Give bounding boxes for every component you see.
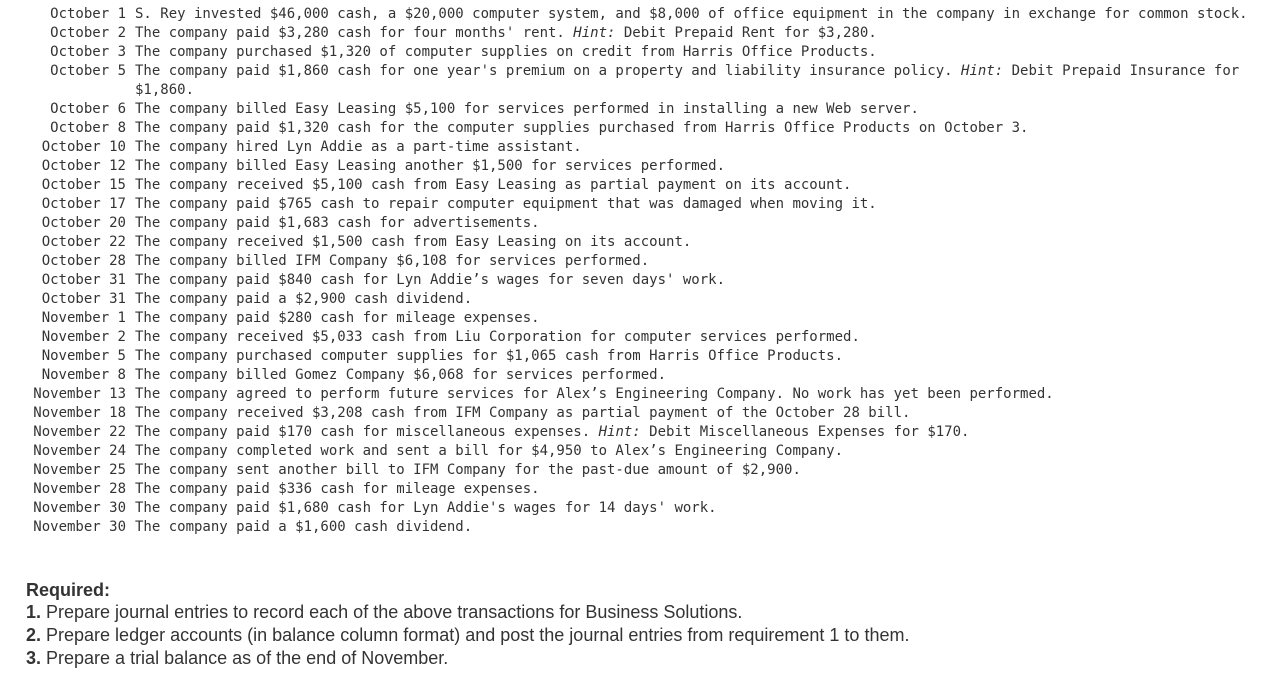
transaction-description [135,518,1266,537]
description-text: The company completed work and sent a bill for $4,950 to Alex’s Engineering Company. [135,443,844,459]
transaction-description [135,176,1266,195]
transaction-date: November 5 [41,348,126,364]
transaction-row [26,480,1266,499]
transaction-row [26,214,1266,233]
description-text: Debit Prepaid Insurance for $1,860. [135,63,1240,98]
description-text: The company paid $1,320 cash for the computer supplies purchased from Harris Office Products on October 3. [135,120,1029,136]
requirement-text: Prepare ledger accounts (in balance column format) and post the journal entries from requirement 1 to them. [41,625,910,645]
transaction-description [135,5,1266,24]
description-text: The company received $5,100 cash from Easy Leasing as partial payment on its account. [135,177,852,193]
transaction-description [135,214,1266,233]
transaction-date: November 24 [33,443,126,459]
description-text: S. Rey invested $46,000 cash, a $20,000 computer system, and $8,000 of office equipment in the company in exchange for common stock. [135,6,1248,22]
transaction-date: November 2 [41,329,126,345]
transaction-date: October 20 [41,215,126,231]
transaction-row [26,119,1266,138]
transaction-date: October 1 [50,6,126,22]
hint-label: Hint: [573,25,616,41]
description-text: The company paid $840 cash for Lyn Addie’s wages for seven days' work. [135,272,726,288]
description-text: The company paid $765 cash to repair computer equipment that was damaged when moving it. [135,196,877,212]
transaction-date: October 31 [41,272,126,288]
requirement-3 [26,647,1226,670]
transaction-description [135,290,1266,309]
requirement-text: Prepare journal entries to record each of the above transactions for Business Solutions. [41,602,743,622]
transaction-date: November 30 [33,519,126,535]
description-text: Debit Miscellaneous Expenses for $170. [640,424,970,440]
transaction-description [135,252,1266,271]
required-title: Required: [26,580,111,600]
transaction-row [26,43,1266,62]
transaction-date: October 15 [41,177,126,193]
description-text: The company received $5,033 cash from Liu Corporation for computer services performed. [135,329,860,345]
transaction-description [135,366,1266,385]
transaction-description [135,43,1266,62]
transaction-date: November 1 [41,310,126,326]
description-text: The company billed Easy Leasing another $1,500 for services performed. [135,158,726,174]
transaction-date: November 30 [33,500,126,516]
description-text: The company paid a $2,900 cash dividend. [135,291,473,307]
transaction-date: November 13 [33,386,126,402]
description-text: The company paid $1,683 cash for advertisements. [135,215,540,231]
transaction-description [135,461,1266,480]
transaction-description [135,62,1266,100]
transaction-date: October 12 [41,158,126,174]
transaction-description [135,480,1266,499]
description-text: The company billed IFM Company $6,108 for services performed. [135,253,650,269]
transaction-description [135,385,1266,404]
transaction-row [26,157,1266,176]
transaction-description [135,119,1266,138]
description-text: Debit Prepaid Rent for $3,280. [615,25,877,41]
transaction-description [135,138,1266,157]
requirement-number: 3. [26,648,42,668]
transaction-description [135,309,1266,328]
hint-label: Hint: [961,63,1004,79]
transaction-date: October 8 [50,120,126,136]
transaction-description [135,404,1266,423]
transaction-date: November 28 [33,481,126,497]
description-text: The company hired Lyn Addie as a part-time assistant. [135,139,582,155]
transaction-description [135,100,1266,119]
transactions-body [26,5,1266,537]
hint-label: Hint: [598,424,641,440]
transaction-row [26,442,1266,461]
transaction-date: October 28 [41,253,126,269]
transaction-date: November 18 [33,405,126,421]
description-text: The company paid $3,280 cash for four months' rent. [135,25,574,41]
transaction-description [135,195,1266,214]
transaction-row [26,271,1266,290]
transaction-date: November 8 [41,367,126,383]
requirement-number: 1. [26,602,42,622]
description-text: The company agreed to perform future services for Alex’s Engineering Company. No work has yet been performed. [135,386,1054,402]
transaction-row [26,252,1266,271]
transaction-date: October 2 [50,25,126,41]
transaction-row [26,176,1266,195]
transaction-row [26,233,1266,252]
transaction-date: October 10 [41,139,126,155]
transaction-date: October 3 [50,44,126,60]
transaction-row [26,290,1266,309]
transaction-row [26,100,1266,119]
description-text: The company received $3,208 cash from IFM Company as partial payment of the October 28 bill. [135,405,911,421]
transaction-description [135,442,1266,461]
description-text: The company sent another bill to IFM Company for the past-due amount of $2,900. [135,462,801,478]
transaction-row [26,62,1266,100]
transaction-date: October 22 [41,234,126,250]
transaction-row [26,328,1266,347]
requirement-text: Prepare a trial balance as of the end of November. [41,648,449,668]
transaction-date: October 6 [50,101,126,117]
transaction-row [26,423,1266,442]
transaction-date: October 31 [41,291,126,307]
transaction-row [26,518,1266,537]
description-text: The company paid $170 cash for miscellaneous expenses. [135,424,599,440]
transaction-description [135,328,1266,347]
description-text: The company paid $280 cash for mileage expenses. [135,310,540,326]
transaction-date: October 5 [50,63,126,79]
transactions-table [26,5,1266,537]
description-text: The company billed Gomez Company $6,068 for services performed. [135,367,667,383]
transaction-row [26,309,1266,328]
description-text: The company received $1,500 cash from Easy Leasing on its account. [135,234,692,250]
transaction-description [135,24,1266,43]
transaction-row [26,195,1266,214]
description-text: The company paid $1,860 cash for one year's premium on a property and liability insurance policy. [135,63,962,79]
transaction-description [135,347,1266,366]
transaction-description [135,233,1266,252]
description-text: The company paid a $1,600 cash dividend. [135,519,473,535]
description-text: The company paid $1,680 cash for Lyn Addie's wages for 14 days' work. [135,500,717,516]
transaction-description [135,157,1266,176]
transaction-row [26,499,1266,518]
transaction-row [26,404,1266,423]
transaction-description [135,499,1266,518]
transaction-row [26,138,1266,157]
description-text: The company purchased $1,320 of computer supplies on credit from Harris Office Products. [135,44,877,60]
requirement-number: 2. [26,625,42,645]
transaction-description [135,271,1266,290]
transaction-row [26,5,1266,24]
transaction-row [26,366,1266,385]
transaction-description [135,423,1266,442]
description-text: The company purchased computer supplies for $1,065 cash from Harris Office Products. [135,348,844,364]
transaction-date: October 17 [41,196,126,212]
transaction-date: November 25 [33,462,126,478]
requirement-1 [26,601,1226,624]
transaction-row [26,461,1266,480]
required-section [26,579,1226,670]
transaction-row [26,385,1266,404]
transaction-row [26,24,1266,43]
requirement-2 [26,624,1226,647]
transaction-date: November 22 [33,424,126,440]
description-text: The company paid $336 cash for mileage expenses. [135,481,540,497]
description-text: The company billed Easy Leasing $5,100 for services performed in installing a new Web server. [135,101,919,117]
transaction-row [26,347,1266,366]
